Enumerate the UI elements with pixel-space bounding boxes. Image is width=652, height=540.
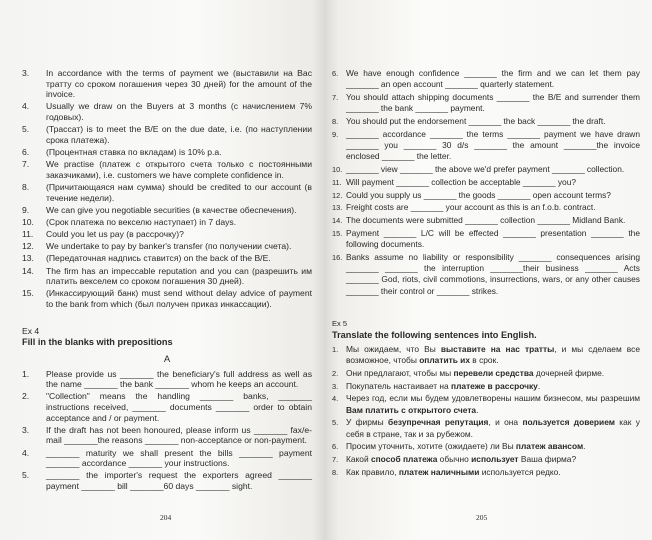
item-number: 2. — [22, 391, 30, 402]
item-text: We have enough confidence _______ the firm and we can let them pay _______ an open account _______ quarterly statement. — [346, 68, 640, 90]
item-text — [346, 368, 640, 379]
item-text: The firm has an impeccable reputation and you can (разрешить им платить векселем со сроком погашения 30 дней). — [46, 265, 312, 287]
list-item — [22, 182, 312, 203]
list-item — [22, 369, 312, 390]
item-text: _______ view _______ the above we'd prefer payment _______ collection. — [346, 164, 625, 174]
list-item — [22, 448, 312, 469]
item-number: 3. — [22, 424, 30, 435]
item-number: 10. — [22, 216, 34, 227]
text-segment: . — [476, 404, 479, 415]
item-number: 7. — [332, 93, 339, 102]
bold-phrase: оплатить их — [419, 355, 470, 365]
item-number: 1. — [22, 368, 30, 379]
item-number: 1. — [332, 344, 339, 354]
item-text: You should put the endorsement _______ the back _______ the draft. — [346, 116, 606, 126]
list-item — [22, 68, 312, 100]
item-number: 10. — [332, 165, 343, 174]
item-text: Usually we draw on the Buyers at 3 months (с начислением 7% годовых). — [46, 101, 312, 122]
item-number: 14. — [22, 265, 34, 276]
list-item — [22, 425, 312, 446]
list-item — [22, 217, 312, 228]
list-item — [22, 124, 312, 145]
item-text: (Процентная ставка по вкладам) is 10% p.a. — [46, 146, 222, 157]
item-text: Will payment _______ collection be acceptable _______ you? — [346, 176, 577, 187]
item-number: 15. — [22, 288, 34, 299]
item-number: 8. — [22, 181, 30, 192]
text-segment: Через год, если мы будем удовлетворены нашим бизнесом, мы разрешим — [346, 393, 640, 404]
item-text — [346, 381, 640, 392]
item-number: 2. — [332, 368, 339, 378]
list-item — [332, 68, 640, 90]
exercise-label: Ex 5 — [332, 318, 348, 328]
list-item — [332, 344, 640, 366]
exercise-4-list-continued — [332, 68, 640, 297]
text-segment: как у себя в стране, так и за рубежом. — [346, 417, 640, 439]
item-text: We undertake to pay by banker's transfer (по получении счета). — [46, 241, 292, 252]
item-text: (Причитающаяся нам сумма) should be credited to our account (в течение недели). — [46, 181, 312, 203]
bold-phrase: безупречная репутация — [388, 417, 489, 428]
list-item — [332, 368, 640, 379]
list-item — [22, 205, 312, 216]
item-number: 5. — [22, 470, 30, 481]
item-number: 16. — [332, 252, 343, 262]
item-text: (Срок платежа по векселю наступает) in 7 days. — [46, 216, 237, 227]
item-number: 4. — [332, 394, 339, 404]
bold-phrase: платеж авансом — [515, 441, 584, 452]
list-item — [22, 253, 312, 264]
exercise-5-list — [332, 344, 640, 478]
text-segment: , и мы сделаем все возможное, чтобы — [346, 343, 640, 365]
list-item — [22, 288, 312, 309]
item-text: Could you supply us _______ the goods _______ open account terms? — [346, 189, 611, 200]
text-segment: , и она — [488, 417, 523, 428]
text-segment: . — [537, 380, 541, 391]
bold-phrase: перевели средства — [453, 367, 534, 378]
text-segment: в срок. — [469, 355, 499, 365]
item-text: Could you let us pay (в рассрочку)? — [46, 229, 184, 240]
item-text — [346, 454, 640, 465]
item-number: 8. — [332, 117, 339, 126]
bold-phrase: использует — [471, 454, 519, 465]
list-item — [22, 147, 312, 158]
list-item — [332, 228, 640, 250]
text-segment: У фирмы — [346, 417, 389, 428]
item-text: We practise (платеж с открытого счета только с постоянными заказчиками), i.e. customers we have complete confidence in. — [46, 159, 312, 180]
item-text: (Трассат) is to meet the B/E on the due date, i.e. (по наступлении срока платежа). — [46, 124, 312, 145]
bold-phrase: Вам платить с открытого счета — [346, 404, 477, 415]
list-item — [332, 177, 640, 188]
item-text: Please provide us _______ the beneficiary's full address as well as the name _______ the bank _______ whom he keeps an account. — [46, 368, 312, 390]
bold-phrase: платеже в рассрочку — [451, 380, 538, 391]
bold-phrase: способ платежа — [370, 454, 438, 465]
item-text: _______ maturity we shall present the bills _______ payment _______ accordance _______ your instructions. — [46, 447, 312, 469]
text-segment: Просим уточнить, хотите (ожидаете) ли Вы — [346, 441, 516, 452]
list-item — [332, 441, 640, 452]
exercise-4-list — [22, 369, 312, 492]
item-number: 6. — [22, 146, 30, 157]
item-number: 4. — [22, 101, 30, 112]
list-item — [22, 391, 312, 423]
item-text — [346, 417, 640, 439]
text-segment: Ваша фирма? — [518, 454, 577, 465]
list-item — [22, 229, 312, 240]
item-number: 9. — [332, 129, 339, 139]
bold-phrase: выставите на нас тратты — [440, 343, 555, 354]
item-number: 11. — [332, 177, 342, 187]
list-item — [332, 190, 640, 201]
item-text: We can give you negotiable securities (в качестве обеспечения). — [46, 204, 297, 215]
item-number: 7. — [332, 455, 339, 465]
item-text: _______ accordance _______ the terms _______ payment we have drawn _______ you _______ 30 d/s _______ the amount _______the invoice enclosed _______ the letter. — [346, 128, 640, 162]
list-item — [332, 252, 640, 297]
item-text: The documents were submitted _______ collection _______ Midland Bank. — [346, 215, 626, 226]
page-number: 205 — [476, 513, 488, 522]
item-number: 7. — [22, 159, 30, 170]
item-number: 11. — [22, 229, 34, 240]
text-segment: . — [583, 441, 586, 452]
item-number: 13. — [332, 203, 343, 213]
item-number: 4. — [22, 447, 30, 458]
list-item — [332, 92, 640, 114]
item-number: 5. — [332, 418, 339, 428]
item-number: 5. — [22, 124, 30, 135]
text-segment: дочерней фирме. — [533, 367, 605, 378]
item-text: If the draft has not been honoured, please inform us _______ fax/e-mail _______the reasons _______ non-acceptance or non-payment. — [46, 424, 312, 446]
list-item — [22, 159, 312, 180]
item-text: _______ the importer's request the exporters agreed _______ payment _______ bill _______60 days _______ sight. — [46, 470, 312, 491]
exercise-title: Fill in the blanks with prepositions — [22, 336, 173, 347]
list-item — [22, 101, 312, 122]
list-item — [332, 393, 640, 415]
list-item — [332, 467, 640, 478]
text-segment: Они предлагают, чтобы мы — [346, 367, 454, 378]
list-item — [22, 241, 312, 252]
item-number: 6. — [332, 69, 339, 78]
list-item — [332, 164, 640, 175]
right-page — [326, 0, 652, 540]
list-item — [332, 116, 640, 127]
item-text — [346, 467, 640, 478]
item-text: (Инкассирующий банк) must send without delay advice of payment to the bank from which (был получен приказ инкассации). — [46, 288, 312, 309]
text-segment: Как правило, — [346, 466, 399, 477]
item-number: 3. — [332, 381, 339, 391]
list-item — [332, 129, 640, 163]
list-item — [332, 202, 640, 213]
item-text: (Передаточная надпись ставится) on the back of the B/E. — [46, 253, 271, 264]
item-number: 8. — [332, 467, 339, 477]
item-text — [346, 441, 640, 452]
page-number: 204 — [160, 513, 172, 522]
list-item — [332, 417, 640, 439]
item-text: "Collection" means the handling _______ banks, _______ instructions received, _______ documents _______ order to obtain acceptance and / or payment. — [46, 391, 312, 423]
list-item — [22, 470, 312, 491]
text-segment: используется редко. — [479, 466, 561, 477]
bold-phrase: платеж наличными — [398, 466, 480, 477]
item-text — [346, 393, 640, 415]
bold-phrase: пользуется доверием — [522, 417, 615, 428]
list-item — [332, 215, 640, 226]
item-text: In accordance with the terms of payment we (выставили на Вас тратту со сроком погашения через 30 дней) for the amount of the invoice. — [46, 68, 312, 100]
item-number: 12. — [22, 241, 34, 252]
item-number: 13. — [22, 253, 34, 264]
item-number: 6. — [332, 442, 339, 452]
item-text — [346, 344, 640, 366]
exercise-3-list — [22, 68, 312, 310]
text-segment: Мы ожидаем, что Вы — [346, 343, 441, 354]
list-item — [22, 266, 312, 287]
text-segment: Покупатель настаивает на — [346, 380, 452, 391]
list-item — [332, 381, 640, 392]
exercise-label: Ex 4 — [22, 325, 40, 336]
item-number: 15. — [332, 228, 343, 238]
item-text: Banks assume no liability or responsibility _______ consequences arising _______ _______ the interruption _______their business _______ Acts _______ God, riots, civil commotions, insurrections, wars, or any other causes _______ their control or _______ strikes. — [346, 251, 640, 296]
item-number: 9. — [22, 204, 30, 215]
text-segment: Какой — [346, 454, 371, 465]
item-number: 12. — [332, 190, 343, 200]
exercise-title: Translate the following sentences into English. — [332, 329, 537, 340]
item-number: 14. — [332, 216, 343, 226]
item-text: You should attach shipping documents _______ the B/E and surrender them _______ the bank _______ payment. — [346, 92, 640, 114]
text-segment: обычно — [437, 454, 472, 465]
item-number: 3. — [22, 68, 30, 78]
item-text: Payment _______ L/C will be effected _______ presentation _______ the following documents. — [346, 227, 640, 250]
item-text: Freight costs are _______ your account as this is an f.o.b. contract. — [346, 202, 596, 213]
list-item — [332, 454, 640, 465]
section-heading: A — [163, 353, 171, 365]
